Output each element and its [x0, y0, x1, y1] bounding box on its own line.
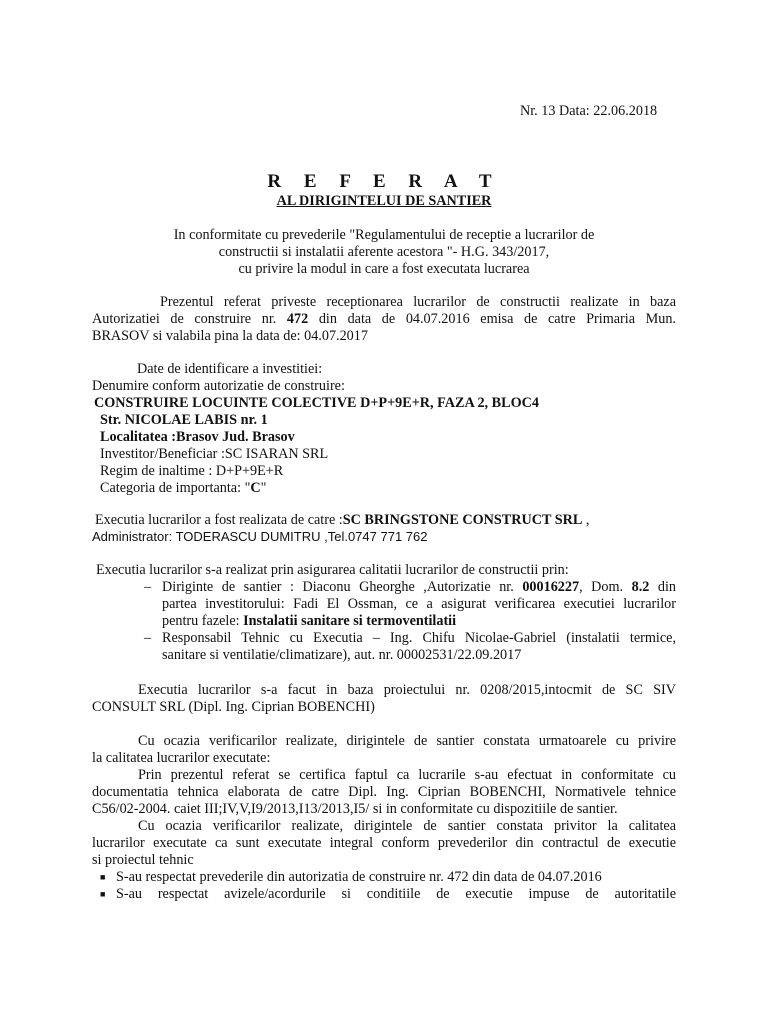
project-name: CONSTRUIRE LOCUINTE COLECTIVE D+P+9E+R, FAZA 2, BLOC4 — [94, 395, 539, 411]
paragraph-line: BRASOV si valabila pina la data de: 04.07.2017 — [92, 328, 368, 344]
intro-paragraph — [0, 227, 768, 278]
list-line — [162, 613, 676, 630]
findings-line: Cu ocazia verificarilor realizate, dirigintele de santier constata privitor la calitatea — [138, 818, 676, 834]
findings-line: la calitatea lucrarilor executate: — [92, 750, 271, 766]
list-line: partea investitorului: Fadi El Ossman, ce a asigurat verificarea executiei lucrarilor — [162, 596, 676, 612]
text-span: , — [582, 512, 590, 528]
list-item — [92, 630, 676, 664]
domain-number: 8.2 — [631, 579, 650, 595]
height-regime: Regim de inaltime : D+P+9E+R — [100, 463, 284, 479]
project-line: Executia lucrarilor s-a facut in baza proiectului nr. 0208/2015,intocmit de SC SIV — [138, 682, 676, 698]
findings-line: Cu ocazia verificarilor realizate, dirigintele de santier constata urmatoarele cu privire — [138, 733, 676, 749]
text-span: Executia lucrarilor a fost realizata de catre : — [95, 512, 343, 528]
text-span: " — [260, 480, 267, 496]
document-title: R E F E R A T — [267, 171, 501, 192]
document-subtitle: AL DIRIGINTELUI DE SANTIER — [276, 193, 492, 209]
square-bullet: ■ — [100, 889, 106, 899]
text-span: din data de 04.07.2016 emisa de catre Primaria Mun. — [308, 311, 676, 327]
findings-line: Prin prezentul referat se certifica faptul ca lucrarile s-au efectuat in conformitate cu — [138, 767, 676, 783]
project-locality: Localitatea :Brasov Jud. Brasov — [100, 429, 295, 445]
text-span: Diriginte de santier : Diaconu Gheorghe ,Autorizatie nr. — [162, 579, 523, 595]
findings-line: lucrarilor executate ca sunt executate integral conform prevederilor din contractul de executie — [92, 835, 676, 851]
quality-heading: Executia lucrarilor s-a realizat prin asigurarea calitatii lucrarilor de constructii prin: — [96, 562, 569, 578]
project-section — [92, 682, 676, 716]
findings-section — [92, 733, 676, 903]
dash-bullet: – — [144, 630, 152, 646]
list-line — [162, 579, 676, 596]
dash-bullet: – — [144, 579, 152, 595]
identification-section — [92, 361, 676, 497]
contractor-name: SC BRINGSTONE CONSTRUCT SRL — [342, 512, 583, 528]
execution-section — [92, 512, 676, 546]
paragraph-line — [92, 311, 676, 328]
quality-section — [92, 562, 676, 664]
project-street: Str. NICOLAE LABIS nr. 1 — [100, 412, 268, 428]
authorization-number: 472 — [286, 311, 309, 327]
project-investor: Investitor/Beneficiar :SC ISARAN SRL — [100, 446, 329, 462]
square-bullet: ■ — [100, 872, 106, 882]
list-item — [92, 869, 676, 886]
administrator-line: Administrator: TODERASCU DUMITRU ,Tel.0747 771 762 — [92, 529, 428, 544]
identification-heading: Date de identificare a investitiei: — [137, 361, 323, 377]
execution-line — [92, 512, 676, 529]
findings-line: C56/02-2004. caiet III;IV,V,I9/2013,I13/2013,I5/ si in conformitate cu dispozitiile de santier. — [92, 801, 618, 817]
findings-line: documentatia tehnica elaborata de catre Dipl. Ing. Ciprian BOBENCHI, Normativele tehnice — [92, 784, 676, 800]
text-span: pentru fazele: — [162, 613, 244, 629]
authorization-paragraph — [92, 294, 676, 345]
list-line: S-au respectat prevederile din autorizatia de construire nr. 472 din data de 04.07.2016 — [116, 869, 602, 885]
list-line: S-au respectat avizele/acordurile si conditiile de executie impuse de autoritatile — [116, 886, 676, 902]
phases-name: Instalatii sanitare si termoventilatii — [243, 613, 457, 629]
text-span: , Dom. — [579, 579, 632, 595]
list-line: Responsabil Tehnic cu Executia – Ing. Chifu Nicolae-Gabriel (instalatii termice, — [162, 630, 676, 646]
paragraph-line: Prezentul referat priveste receptionarea lucrarilor de constructii realizate in baza — [160, 294, 676, 310]
document-number-date: Nr. 13 Data: 22.06.2018 — [520, 103, 658, 119]
name-label: Denumire conform autorizatie de construire: — [92, 378, 345, 394]
findings-line: si proiectul tehnic — [92, 852, 194, 868]
category-value: C — [250, 480, 261, 496]
text-span: din — [649, 579, 676, 595]
list-line: sanitare si ventilatie/climatizare), aut. nr. 00002531/22.09.2017 — [162, 647, 522, 663]
text-span: Categoria de importanta: " — [100, 480, 251, 496]
intro-line: constructii si instalatii aferente acestora "- H.G. 343/2017, — [218, 244, 550, 260]
intro-line: In conformitate cu prevederile "Regulamentului de receptie a lucrarilor de — [173, 227, 595, 243]
list-item — [92, 886, 676, 903]
text-span: Autorizatiei de construire nr. — [92, 311, 287, 327]
list-item — [92, 579, 676, 630]
project-line: CONSULT SRL (Dipl. Ing. Ciprian BOBENCHI) — [92, 699, 375, 715]
authorization-number: 00016227 — [522, 579, 580, 595]
importance-category — [92, 480, 676, 497]
intro-line: cu privire la modul in care a fost executata lucrarea — [238, 261, 530, 277]
